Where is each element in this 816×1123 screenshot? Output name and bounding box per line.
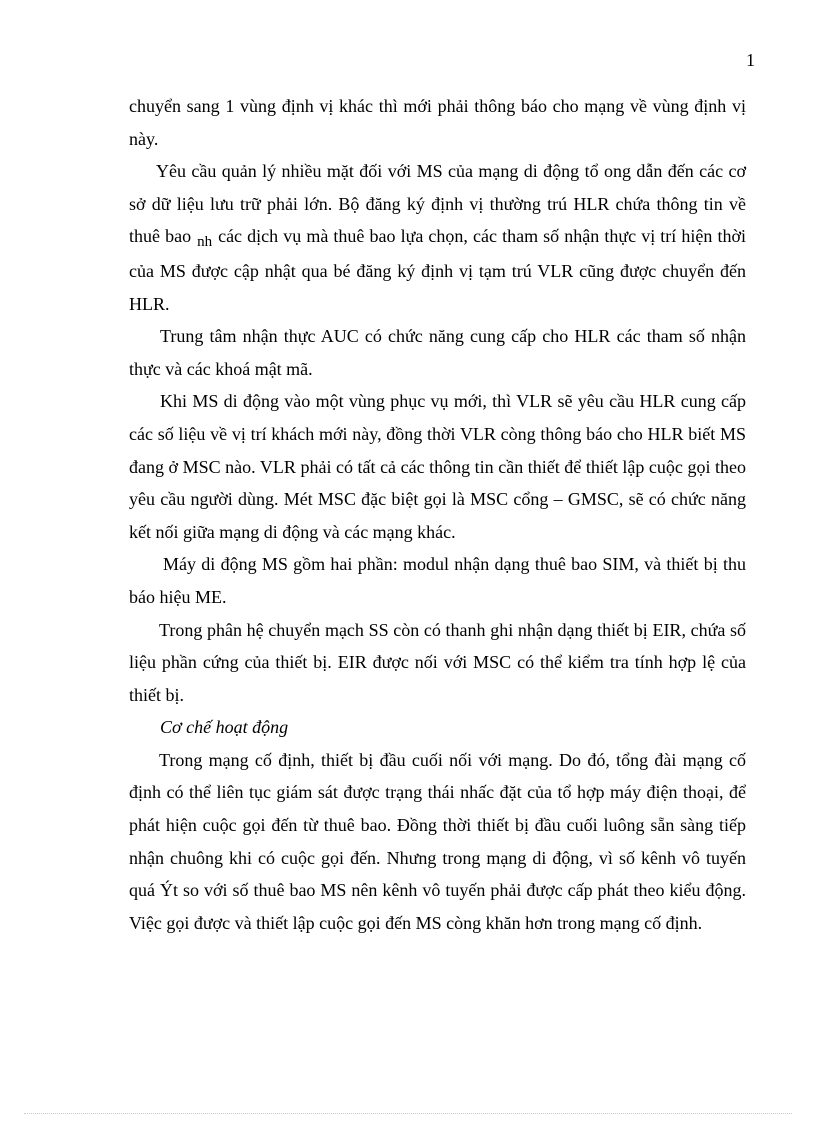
section-heading-operation-mechanism: Cơ chế hoạt động [160,717,289,738]
paragraph-databases [129,155,746,320]
paragraph-mobile-station: Máy di động MS gồm hai phần: modul nhận dạng thuê bao SIM, và thiết bị thu báo hiệu ME. [129,554,746,607]
inline-fragment-nh: nh [197,234,213,251]
paragraph-databases-text-start: Yêu cầu quản lý nhiều mặt đối với MS của mạng di động tổ ong dẫn đến các cơ sở dữ liệu lưu trữ phải lớn. Bộ đăng ký định vị thường trú HLR chứa thông tin về thuê bao [129,161,746,247]
page-number: 1 [746,50,755,70]
document-body [129,90,746,939]
paragraph-auc: Trung tâm nhận thực AUC có chức năng cung cấp cho HLR các tham số nhận thực và các khoá mật mã. [129,326,746,379]
paragraph-databases-text-end: các dịch vụ mà thuê bao lựa chọn, các tham số nhận thực vị trí hiện thời của MS được cập nhật qua bé đăng ký định vị tạm trú VLR cũng được chuyển đến HLR. [129,226,746,314]
paragraph-location-update: chuyển sang 1 vùng định vị khác thì mới phải thông báo cho mạng về vùng định vị này. [129,96,746,149]
paragraph-eir: Trong phân hệ chuyển mạch SS còn có thanh ghi nhận dạng thiết bị EIR, chứa số liệu phần cứng của thiết bị. EIR được nối với MSC có thể kiểm tra tính hợp lệ của thiết bị. [129,619,746,705]
paragraph-fixed-vs-mobile: Trong mạng cố định, thiết bị đầu cuối nối với mạng. Do đó, tổng đài mạng cố định có thể liên tục giám sát được trạng thái nhấc đặt của tổ hợp máy điện thoại, để phát hiện cuộc gọi đến từ thuê bao. Đồng thời thiết bị đầu cuối luông sẵn sàng tiếp nhận chuông khi có cuộc gọi đến. Nhưng trong mạng di động, vì số kênh vô tuyến quá Ýt so với số thuê bao MS nên kênh vô tuyến phải được cấp phát theo kiểu động. Việc gọi được và thiết lập cuộc gọi đến MS còng khăn hơn trong mạng cố định. [129,749,746,933]
page-bottom-divider [24,1113,792,1114]
paragraph-vlr-hlr: Khi MS di động vào một vùng phục vụ mới, thì VLR sẽ yêu cầu HLR cung cấp các số liệu về vị trí khách mới này, đồng thời VLR còng thông báo cho HLR biết MS đang ở MSC nào. VLR phải có tất cả các thông tin cần thiết để thiết lập cuộc gọi theo yêu cầu người dùng. Mét MSC đặc biệt gọi là MSC cổng – GMSC, sẽ có chức năng kết nối giữa mạng di động và các mạng khác. [129,391,746,542]
